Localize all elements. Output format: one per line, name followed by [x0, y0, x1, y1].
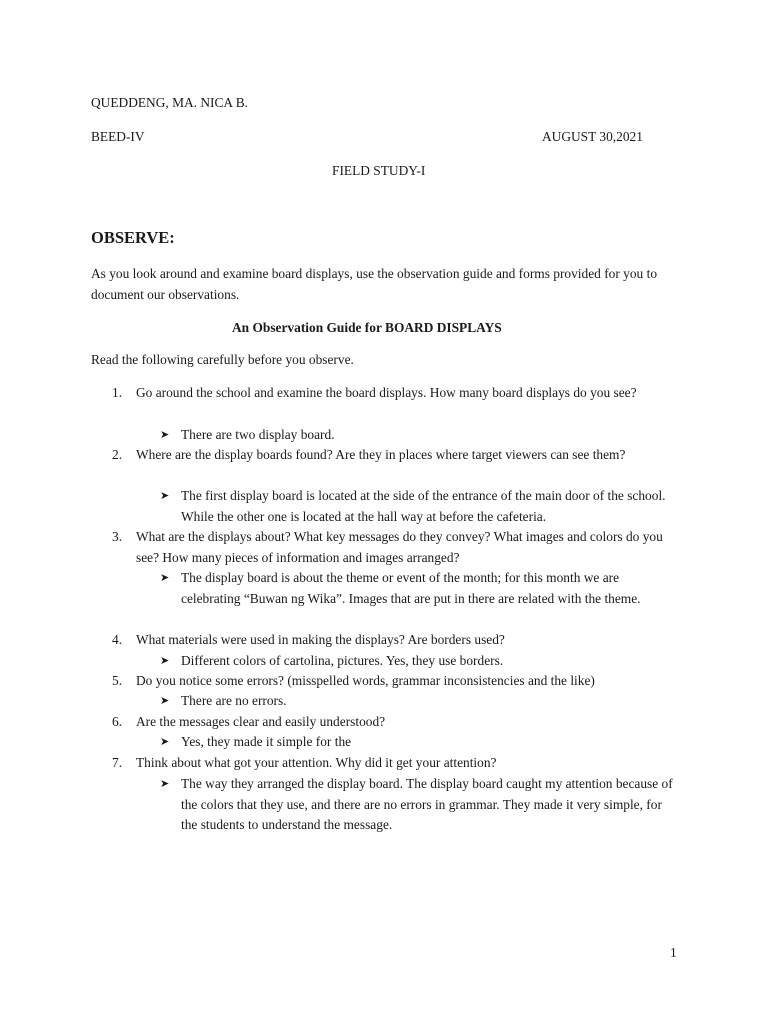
item-question: Think about what got your attention. Why did it get your attention? [136, 755, 497, 770]
arrow-bullet-icon: ➤ [160, 777, 170, 790]
item-answer: The display board is about the theme or event of the month; for this month we are celebrating “Buwan ng Wika”. Images that are put in there are related with the theme. [181, 570, 641, 606]
section-heading: OBSERVE: [91, 228, 175, 247]
guide-title: An Observation Guide for BOARD DISPLAYS [232, 320, 502, 335]
date-label: AUGUST 30,2021 [542, 129, 643, 144]
item-answer: Different colors of cartolina, pictures. Yes, they use borders. [181, 653, 504, 668]
item-number: 7. [112, 755, 123, 770]
item-number: 6. [112, 714, 123, 729]
page-number: 1 [670, 945, 677, 960]
item-question: Do you notice some errors? (misspelled words, grammar inconsistencies and the like) [136, 673, 595, 688]
student-name: QUEDDENG, MA. NICA B. [91, 95, 248, 110]
item-answer: There are two display board. [181, 427, 335, 442]
item-answer: There are no errors. [181, 693, 287, 708]
item-question: Are the messages clear and easily understood? [136, 714, 386, 729]
arrow-bullet-icon: ➤ [160, 654, 170, 667]
item-question: What are the displays about? What key messages do they convey? What images and colors do you see? How many pieces of information and images arranged? [136, 529, 663, 565]
item-answer: Yes, they made it simple for the [181, 734, 352, 749]
item-number: 2. [112, 447, 123, 462]
item-question: Go around the school and examine the board displays. How many board displays do you see? [136, 385, 637, 400]
item-number: 3. [112, 529, 123, 544]
arrow-bullet-icon: ➤ [160, 735, 170, 748]
course-label: BEED-IV [91, 129, 145, 144]
subject-title: FIELD STUDY-I [332, 163, 426, 178]
item-question: What materials were used in making the displays? Are borders used? [136, 632, 505, 647]
arrow-bullet-icon: ➤ [160, 489, 170, 502]
item-answer: The way they arranged the display board. The display board caught my attention because of the colors that they use, and there are no errors in grammar. They made it very simple, for the students to understand the message. [181, 776, 673, 833]
item-question: Where are the display boards found? Are they in places where target viewers can see them? [136, 447, 626, 462]
arrow-bullet-icon: ➤ [160, 694, 170, 707]
instruction-text: Read the following carefully before you observe. [91, 352, 354, 367]
item-answer: The first display board is located at the side of the entrance of the main door of the school. While the other one is located at the hall way at before the cafeteria. [181, 488, 666, 524]
arrow-bullet-icon: ➤ [160, 428, 170, 441]
item-number: 1. [112, 385, 123, 400]
arrow-bullet-icon: ➤ [160, 571, 170, 584]
item-number: 4. [112, 632, 123, 647]
intro-paragraph: As you look around and examine board displays, use the observation guide and forms provided for you to document our observations. [91, 266, 658, 302]
item-number: 5. [112, 673, 123, 688]
